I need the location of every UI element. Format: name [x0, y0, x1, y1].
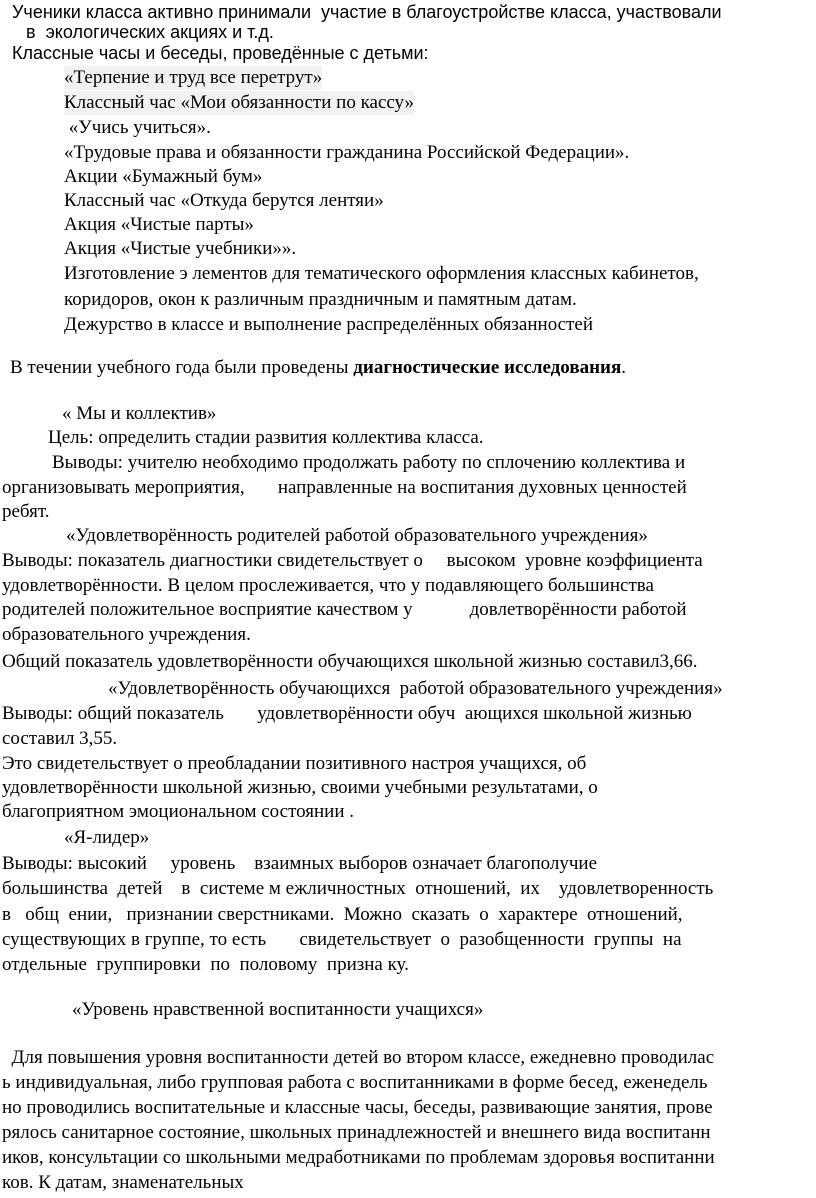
activity-item: Изготовление э лементов для тематического оформления классных кабинетов,: [64, 263, 699, 284]
activity-item: Классный час «Мои обязанности по кассу»: [64, 92, 415, 113]
survey-conclusion-line: Выводы: общий показатель удовлетворённости обуч ающихся школьной жизнью: [2, 703, 692, 724]
body-line: иков, консультации со школьными медработниками по проблемам здоровья воспитанни: [2, 1147, 715, 1168]
activity-item: Акция «Чистые парты»: [64, 214, 254, 235]
survey-conclusion-line: Выводы: показатель диагностики свидетельствует о высоком уровне коэффициента: [2, 550, 703, 571]
intro-line-3: Классные часы и беседы, проведённые с детьми:: [12, 43, 429, 63]
survey-conclusion-line: удовлетворённости школьной жизнью, своими учебными результатами, о: [2, 777, 598, 798]
survey-title: «Уровень нравственной воспитанности учащихся»: [72, 999, 484, 1020]
survey-conclusion-line: родителей положительное восприятие качеством у довлетворённости работой: [2, 599, 687, 620]
diagnostics-prefix: В течении учебного года были проведены: [10, 357, 354, 378]
diagnostics-suffix: .: [621, 357, 626, 378]
survey-title: «Удовлетворённость родителей работой образовательного учреждения»: [66, 525, 648, 546]
survey-conclusion-line: существующих в группе, то есть свидетельствует о разобщенности группы на: [2, 929, 682, 950]
survey-conclusion-line: образовательного учреждения.: [2, 624, 251, 645]
activity-item: коридоров, окон к различным праздничным и памятным датам.: [64, 289, 577, 310]
body-line: ков. К датам, знаменательных: [2, 1172, 244, 1193]
survey-conclusion-line: Выводы: учителю необходимо продолжать работу по сплочению коллектива и: [52, 452, 686, 473]
intro-line-1: Ученики класса активно принимали участие в благоустройстве класса, участвовали: [12, 2, 722, 22]
survey-conclusion-line: Общий показатель удовлетворённости обучающихся школьной жизнью составил3,66.: [2, 651, 698, 672]
survey-title: «Удовлетворённость обучающихся работой образовательного учреждения»: [108, 678, 723, 699]
activity-item: Акция «Чистые учебники»».: [64, 238, 297, 259]
activity-item: Акции «Бумажный бум»: [64, 166, 263, 187]
survey-conclusion-line: благоприятном эмоциональном состоянии .: [2, 801, 355, 822]
survey-conclusion-line: Выводы: высокий уровень взаимных выборов означает благополучие: [2, 853, 598, 874]
body-line: Для повышения уровня воспитанности детей во втором классе, ежедневно проводилас: [2, 1047, 715, 1068]
diagnostics-bold: диагностические исследования: [353, 357, 622, 378]
survey-conclusion-line: организовывать мероприятия, направленные на воспитания духовных ценностей: [2, 477, 687, 498]
diagnostics-intro: [10, 356, 626, 380]
survey-conclusion-line: составил 3,55.: [2, 728, 118, 749]
survey-conclusion-line: удовлетворённости. В целом прослеживается, что у подавляющего большинства: [2, 575, 654, 596]
survey-conclusion-line: ребят.: [2, 501, 50, 522]
activity-item: Дежурство в классе и выполнение распределённых обязанностей: [64, 314, 594, 335]
survey-conclusion-line: в общ ении, признании сверстниками. Можно сказать о характере отношений,: [2, 904, 683, 925]
survey-goal: Цель: определить стадии развития коллектива класса.: [48, 427, 484, 448]
body-line: но проводились воспитательные и классные часы, беседы, развивающие занятия, прове: [2, 1097, 713, 1118]
survey-conclusion-line: отдельные группировки по половому призна ку.: [2, 954, 409, 975]
survey-conclusion-line: большинства детей в системе м ежличностных отношений, их удовлетворенность: [2, 878, 714, 899]
survey-title: « Мы и коллектив»: [62, 403, 217, 424]
activity-item: Классный час «Откуда берутся лентяи»: [64, 190, 384, 211]
body-line: ь индивидуальная, либо групповая работа с воспитанниками в форме бесед, еженедель: [2, 1072, 708, 1093]
survey-conclusion-line: Это свидетельствует о преобладании позитивного настроя учащихся, об: [2, 753, 587, 774]
intro-line-2: в экологических акциях и т.д.: [26, 22, 274, 42]
activity-item: «Терпение и труд все перетрут»: [64, 67, 323, 88]
activity-item: «Трудовые права и обязанности гражданина Российской Федерации».: [64, 142, 630, 163]
body-line: рялось санитарное состояние, школьных принадлежностей и внешнего вида воспитанн: [2, 1122, 711, 1143]
survey-title: «Я-лидер»: [64, 827, 150, 848]
activity-item: «Учись учиться».: [64, 117, 211, 138]
